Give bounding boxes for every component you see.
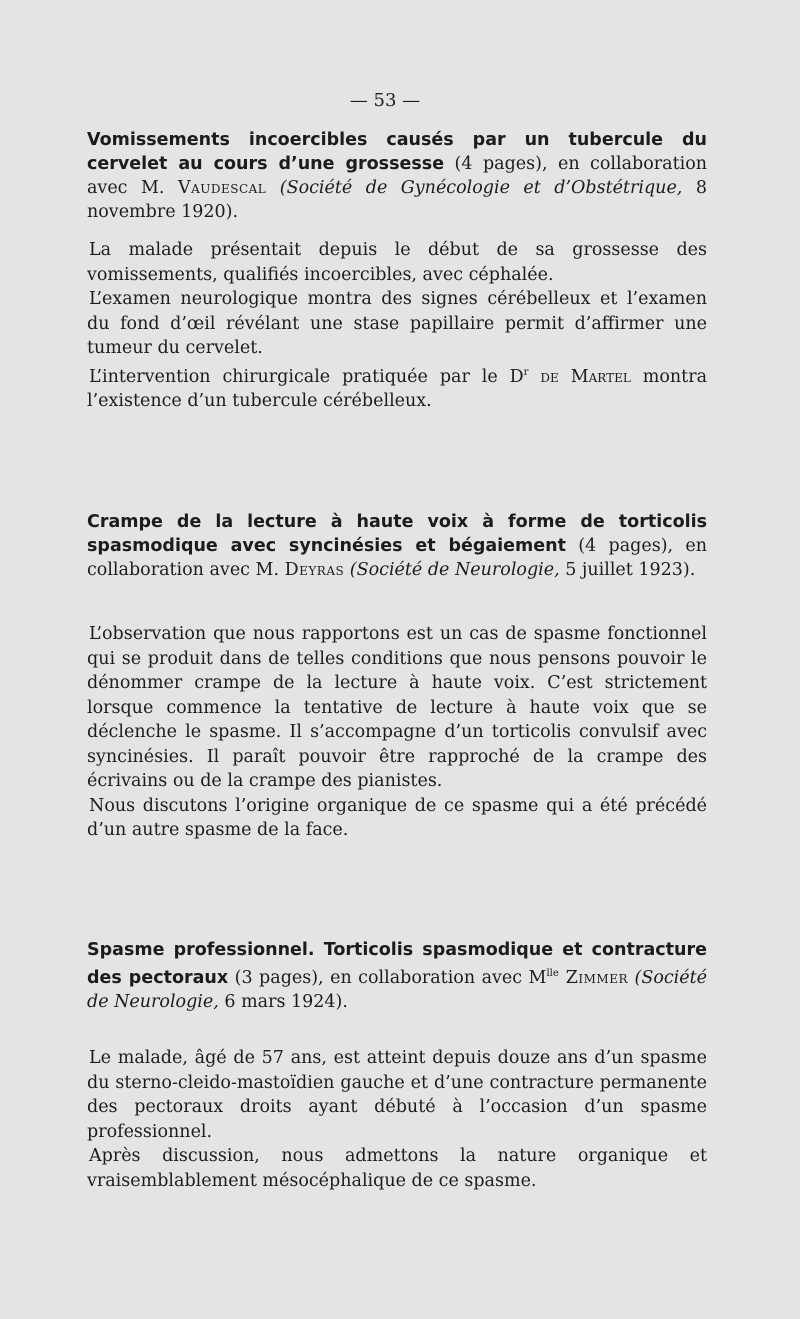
entry-1-heading [87, 128, 707, 224]
entry-pages: (3 pages), en collaboration avec M [228, 967, 547, 988]
entry-title [87, 938, 707, 1014]
entry-pages: (4 pages), en collaboration avec M. [87, 154, 707, 198]
entry-title-bold: Vomissements incoercibles causés par un tubercule du cervelet au cours d’une grossesse [87, 130, 707, 174]
paragraph-text: L’intervention chirurgicale pratiquée par le D [89, 366, 524, 387]
entry-sup: lle [546, 968, 559, 979]
paragraph [87, 361, 707, 414]
entry-title [87, 510, 707, 582]
entry-author: Vaudescal [177, 178, 267, 198]
entry-pages: (4 pages), en collaboration avec M. [87, 536, 708, 580]
paragraph: Le malade, âgé de 57 ans, est atteint depuis douze ans d’un spasme du sterno-cleido-mastoïdien gauche et d’une contracture permanente des pectoraux droits ayant débuté à l’occasion d’un spasme professionnel. [87, 1048, 707, 1142]
entry-title-bold: Crampe de la lecture à haute voix à forme de torticolis spasmodique avec syncinésies et bégaiement [87, 512, 707, 556]
paragraph-sup: r [523, 366, 529, 378]
entry-2-heading [87, 510, 707, 582]
entry-title-bold: Spasme professionnel. Torticolis spasmodique et contracture des pectoraux [87, 940, 707, 988]
paragraph: L’examen neurologique montra des signes cérébelleux et l’examen du fond d’œil révélant une stase papillaire permit d’affirmer une tumeur du cervelet. [87, 289, 707, 358]
entry-date: 8 novembre 1920). [87, 178, 707, 222]
entry-author: Zimmer [558, 967, 629, 988]
paragraph-name: de Martel [528, 366, 631, 387]
paragraph: La malade présentait depuis le début de sa grossesse des vomissements, qualifiés incoercibles, avec céphalée. [87, 240, 707, 285]
entry-source: (Société de Neurologie, [87, 967, 707, 1012]
paragraph: Après discussion, nous admettons la nature organique et vraisemblablement mésocéphalique de ce spasme. [87, 1146, 707, 1191]
paragraph-text: montra l’existence d’un tubercule cérébelleux. [87, 366, 708, 411]
entry-source: (Société de Neurologie, [344, 560, 560, 580]
paragraph: Nous discutons l’origine organique de ce spasme qui a été précédé d’un autre spasme de la face. [87, 795, 707, 840]
entry-date: 6 mars 1924). [218, 991, 348, 1012]
paragraph: L’observation que nous rapportons est un cas de spasme fonctionnel qui se produit dans de telles conditions que nous pensons pouvoir le dénommer crampe de la lecture à haute voix. C’est strictement lorsque commence la tentative de lecture à haute voix que se déclenche le spasme. Il s’accompagne d’un torticolis convulsif avec syncinésies. Il paraît pouvoir être rapproché de la crampe des écrivains ou de la crampe des pianistes. [87, 624, 707, 791]
entry-author: Deyras [284, 560, 345, 580]
entry-3-heading [87, 938, 707, 1014]
entry-1-summary [87, 238, 707, 413]
entry-title [87, 128, 707, 224]
entry-2-summary [87, 622, 707, 843]
page-number: — 53 — [349, 90, 421, 111]
entry-3-summary [87, 1046, 707, 1193]
entry-date: 5 juillet 1923). [559, 560, 696, 580]
entry-source: (Société de Gynécologie et d’Obstétrique, [279, 178, 683, 198]
